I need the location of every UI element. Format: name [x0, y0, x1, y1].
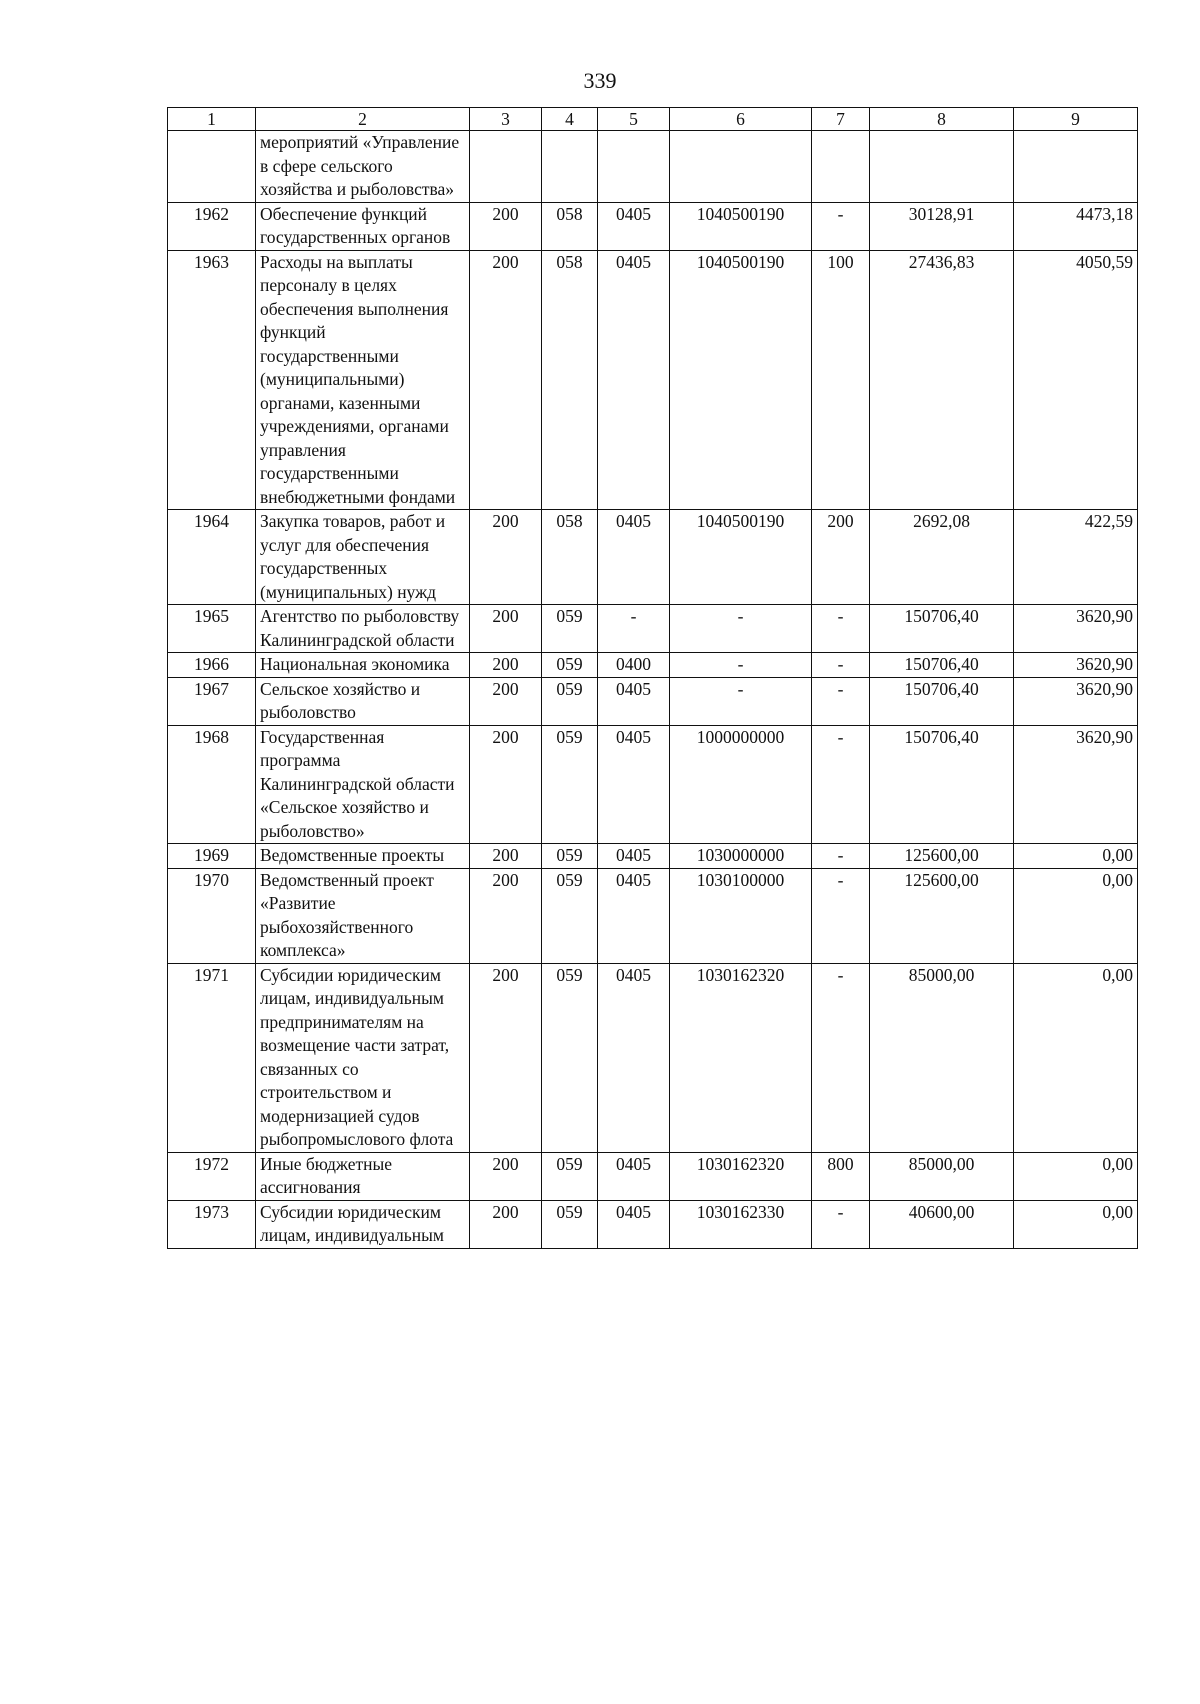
- cell-c8: [870, 131, 1014, 203]
- cell-c4: 059: [542, 605, 598, 653]
- cell-c5: 0405: [598, 1200, 670, 1248]
- cell-c9: 4050,59: [1014, 250, 1138, 510]
- table-row: [168, 677, 1138, 725]
- column-header: 2: [256, 108, 470, 131]
- cell-c4: 059: [542, 844, 598, 869]
- row-name: Национальная экономика: [256, 653, 470, 678]
- cell-c7: -: [812, 605, 870, 653]
- cell-c8: 125600,00: [870, 868, 1014, 963]
- table-row: [168, 963, 1138, 1152]
- table-row: [168, 1152, 1138, 1200]
- column-header: 6: [670, 108, 812, 131]
- cell-c5: 0405: [598, 677, 670, 725]
- row-number: 1963: [168, 250, 256, 510]
- cell-c9: 3620,90: [1014, 605, 1138, 653]
- cell-c5: 0405: [598, 963, 670, 1152]
- row-number: 1966: [168, 653, 256, 678]
- row-number: 1967: [168, 677, 256, 725]
- cell-c7: 100: [812, 250, 870, 510]
- cell-c4: 059: [542, 725, 598, 844]
- column-header: 3: [470, 108, 542, 131]
- cell-c8: 85000,00: [870, 963, 1014, 1152]
- cell-c5: 0405: [598, 510, 670, 605]
- row-number: 1973: [168, 1200, 256, 1248]
- cell-c8: 2692,08: [870, 510, 1014, 605]
- cell-c8: 150706,40: [870, 605, 1014, 653]
- cell-c7: -: [812, 202, 870, 250]
- cell-c4: 059: [542, 868, 598, 963]
- header-row: [168, 108, 1138, 131]
- cell-c6: [670, 131, 812, 203]
- cell-c6: 1030162320: [670, 963, 812, 1152]
- cell-c3: 200: [470, 963, 542, 1152]
- row-name: Сельское хозяйство и рыболовство: [256, 677, 470, 725]
- cell-c9: 4473,18: [1014, 202, 1138, 250]
- cell-c3: 200: [470, 202, 542, 250]
- cell-c8: 125600,00: [870, 844, 1014, 869]
- cell-c6: -: [670, 677, 812, 725]
- cell-c4: 059: [542, 677, 598, 725]
- row-name: Субсидии юридическим лицам, индивидуальным предпринимателям на возмещение части затрат, связанных со строительством и модернизацией судов рыбопромыслового флота: [256, 963, 470, 1152]
- cell-c6: 1040500190: [670, 510, 812, 605]
- cell-c3: 200: [470, 868, 542, 963]
- cell-c8: 30128,91: [870, 202, 1014, 250]
- cell-c9: 0,00: [1014, 1152, 1138, 1200]
- cell-c9: 422,59: [1014, 510, 1138, 605]
- row-number: 1962: [168, 202, 256, 250]
- cell-c3: 200: [470, 653, 542, 678]
- cell-c5: -: [598, 605, 670, 653]
- row-name: Закупка товаров, работ и услуг для обеспечения государственных (муниципальных) нужд: [256, 510, 470, 605]
- row-name: Расходы на выплаты персоналу в целях обеспечения выполнения функций государственными (муниципальными) органами, казенными учреждениями, органами управления государственными внебюджетными фондами: [256, 250, 470, 510]
- cell-c7: -: [812, 677, 870, 725]
- cell-c9: 3620,90: [1014, 725, 1138, 844]
- row-name: Государственная программа Калининградской области «Сельское хозяйство и рыболовство»: [256, 725, 470, 844]
- column-header: 7: [812, 108, 870, 131]
- cell-c3: 200: [470, 725, 542, 844]
- row-number: [168, 131, 256, 203]
- column-header: 9: [1014, 108, 1138, 131]
- cell-c7: -: [812, 844, 870, 869]
- cell-c5: 0405: [598, 202, 670, 250]
- cell-c7: -: [812, 963, 870, 1152]
- row-number: 1968: [168, 725, 256, 844]
- cell-c3: 200: [470, 844, 542, 869]
- row-number: 1970: [168, 868, 256, 963]
- cell-c4: 058: [542, 510, 598, 605]
- table-row: [168, 844, 1138, 869]
- cell-c6: -: [670, 605, 812, 653]
- cell-c4: 059: [542, 1200, 598, 1248]
- table-row: [168, 605, 1138, 653]
- cell-c6: 1030000000: [670, 844, 812, 869]
- cell-c4: [542, 131, 598, 203]
- cell-c3: 200: [470, 1200, 542, 1248]
- table-row: [168, 1200, 1138, 1248]
- cell-c6: 1030162330: [670, 1200, 812, 1248]
- cell-c8: 150706,40: [870, 725, 1014, 844]
- cell-c7: [812, 131, 870, 203]
- row-number: 1965: [168, 605, 256, 653]
- cell-c5: 0400: [598, 653, 670, 678]
- cell-c5: 0405: [598, 250, 670, 510]
- cell-c5: 0405: [598, 844, 670, 869]
- cell-c9: 0,00: [1014, 1200, 1138, 1248]
- cell-c9: 0,00: [1014, 963, 1138, 1152]
- budget-table: [167, 107, 1138, 1249]
- cell-c8: 150706,40: [870, 677, 1014, 725]
- row-name: Агентство по рыболовству Калининградской области: [256, 605, 470, 653]
- table-row: [168, 725, 1138, 844]
- row-number: 1964: [168, 510, 256, 605]
- row-name: Иные бюджетные ассигнования: [256, 1152, 470, 1200]
- cell-c4: 059: [542, 653, 598, 678]
- cell-c3: 200: [470, 250, 542, 510]
- cell-c5: 0405: [598, 725, 670, 844]
- cell-c7: -: [812, 725, 870, 844]
- row-number: 1971: [168, 963, 256, 1152]
- cell-c7: 800: [812, 1152, 870, 1200]
- cell-c9: 3620,90: [1014, 677, 1138, 725]
- cell-c4: 059: [542, 963, 598, 1152]
- row-number: 1972: [168, 1152, 256, 1200]
- column-header: 5: [598, 108, 670, 131]
- cell-c3: 200: [470, 510, 542, 605]
- row-name: Ведомственные проекты: [256, 844, 470, 869]
- row-name: Обеспечение функций государственных органов: [256, 202, 470, 250]
- cell-c5: 0405: [598, 868, 670, 963]
- table-row: [168, 510, 1138, 605]
- cell-c8: 150706,40: [870, 653, 1014, 678]
- cell-c3: 200: [470, 1152, 542, 1200]
- table-row: [168, 653, 1138, 678]
- cell-c3: 200: [470, 677, 542, 725]
- cell-c9: 3620,90: [1014, 653, 1138, 678]
- cell-c8: 27436,83: [870, 250, 1014, 510]
- cell-c8: 85000,00: [870, 1152, 1014, 1200]
- cell-c4: 059: [542, 1152, 598, 1200]
- cell-c7: -: [812, 1200, 870, 1248]
- cell-c4: 058: [542, 202, 598, 250]
- cell-c8: 40600,00: [870, 1200, 1014, 1248]
- row-name: Ведомственный проект «Развитие рыбохозяйственного комплекса»: [256, 868, 470, 963]
- cell-c3: 200: [470, 605, 542, 653]
- table-row: [168, 202, 1138, 250]
- table-row: [168, 131, 1138, 203]
- cell-c6: 1030162320: [670, 1152, 812, 1200]
- cell-c6: 1040500190: [670, 250, 812, 510]
- cell-c7: -: [812, 868, 870, 963]
- page-number: 339: [583, 68, 617, 93]
- column-header: 8: [870, 108, 1014, 131]
- cell-c6: 1040500190: [670, 202, 812, 250]
- cell-c3: [470, 131, 542, 203]
- cell-c9: 0,00: [1014, 844, 1138, 869]
- cell-c9: 0,00: [1014, 868, 1138, 963]
- cell-c9: [1014, 131, 1138, 203]
- table-row: [168, 250, 1138, 510]
- cell-c6: 1030100000: [670, 868, 812, 963]
- cell-c6: 1000000000: [670, 725, 812, 844]
- row-number: 1969: [168, 844, 256, 869]
- row-name: мероприятий «Управление в сфере сельского хозяйства и рыболовства»: [256, 131, 470, 203]
- cell-c5: 0405: [598, 1152, 670, 1200]
- row-name: Субсидии юридическим лицам, индивидуальным: [256, 1200, 470, 1248]
- cell-c6: -: [670, 653, 812, 678]
- column-header: 1: [168, 108, 256, 131]
- cell-c4: 058: [542, 250, 598, 510]
- cell-c5: [598, 131, 670, 203]
- column-header: 4: [542, 108, 598, 131]
- cell-c7: -: [812, 653, 870, 678]
- cell-c7: 200: [812, 510, 870, 605]
- table-row: [168, 868, 1138, 963]
